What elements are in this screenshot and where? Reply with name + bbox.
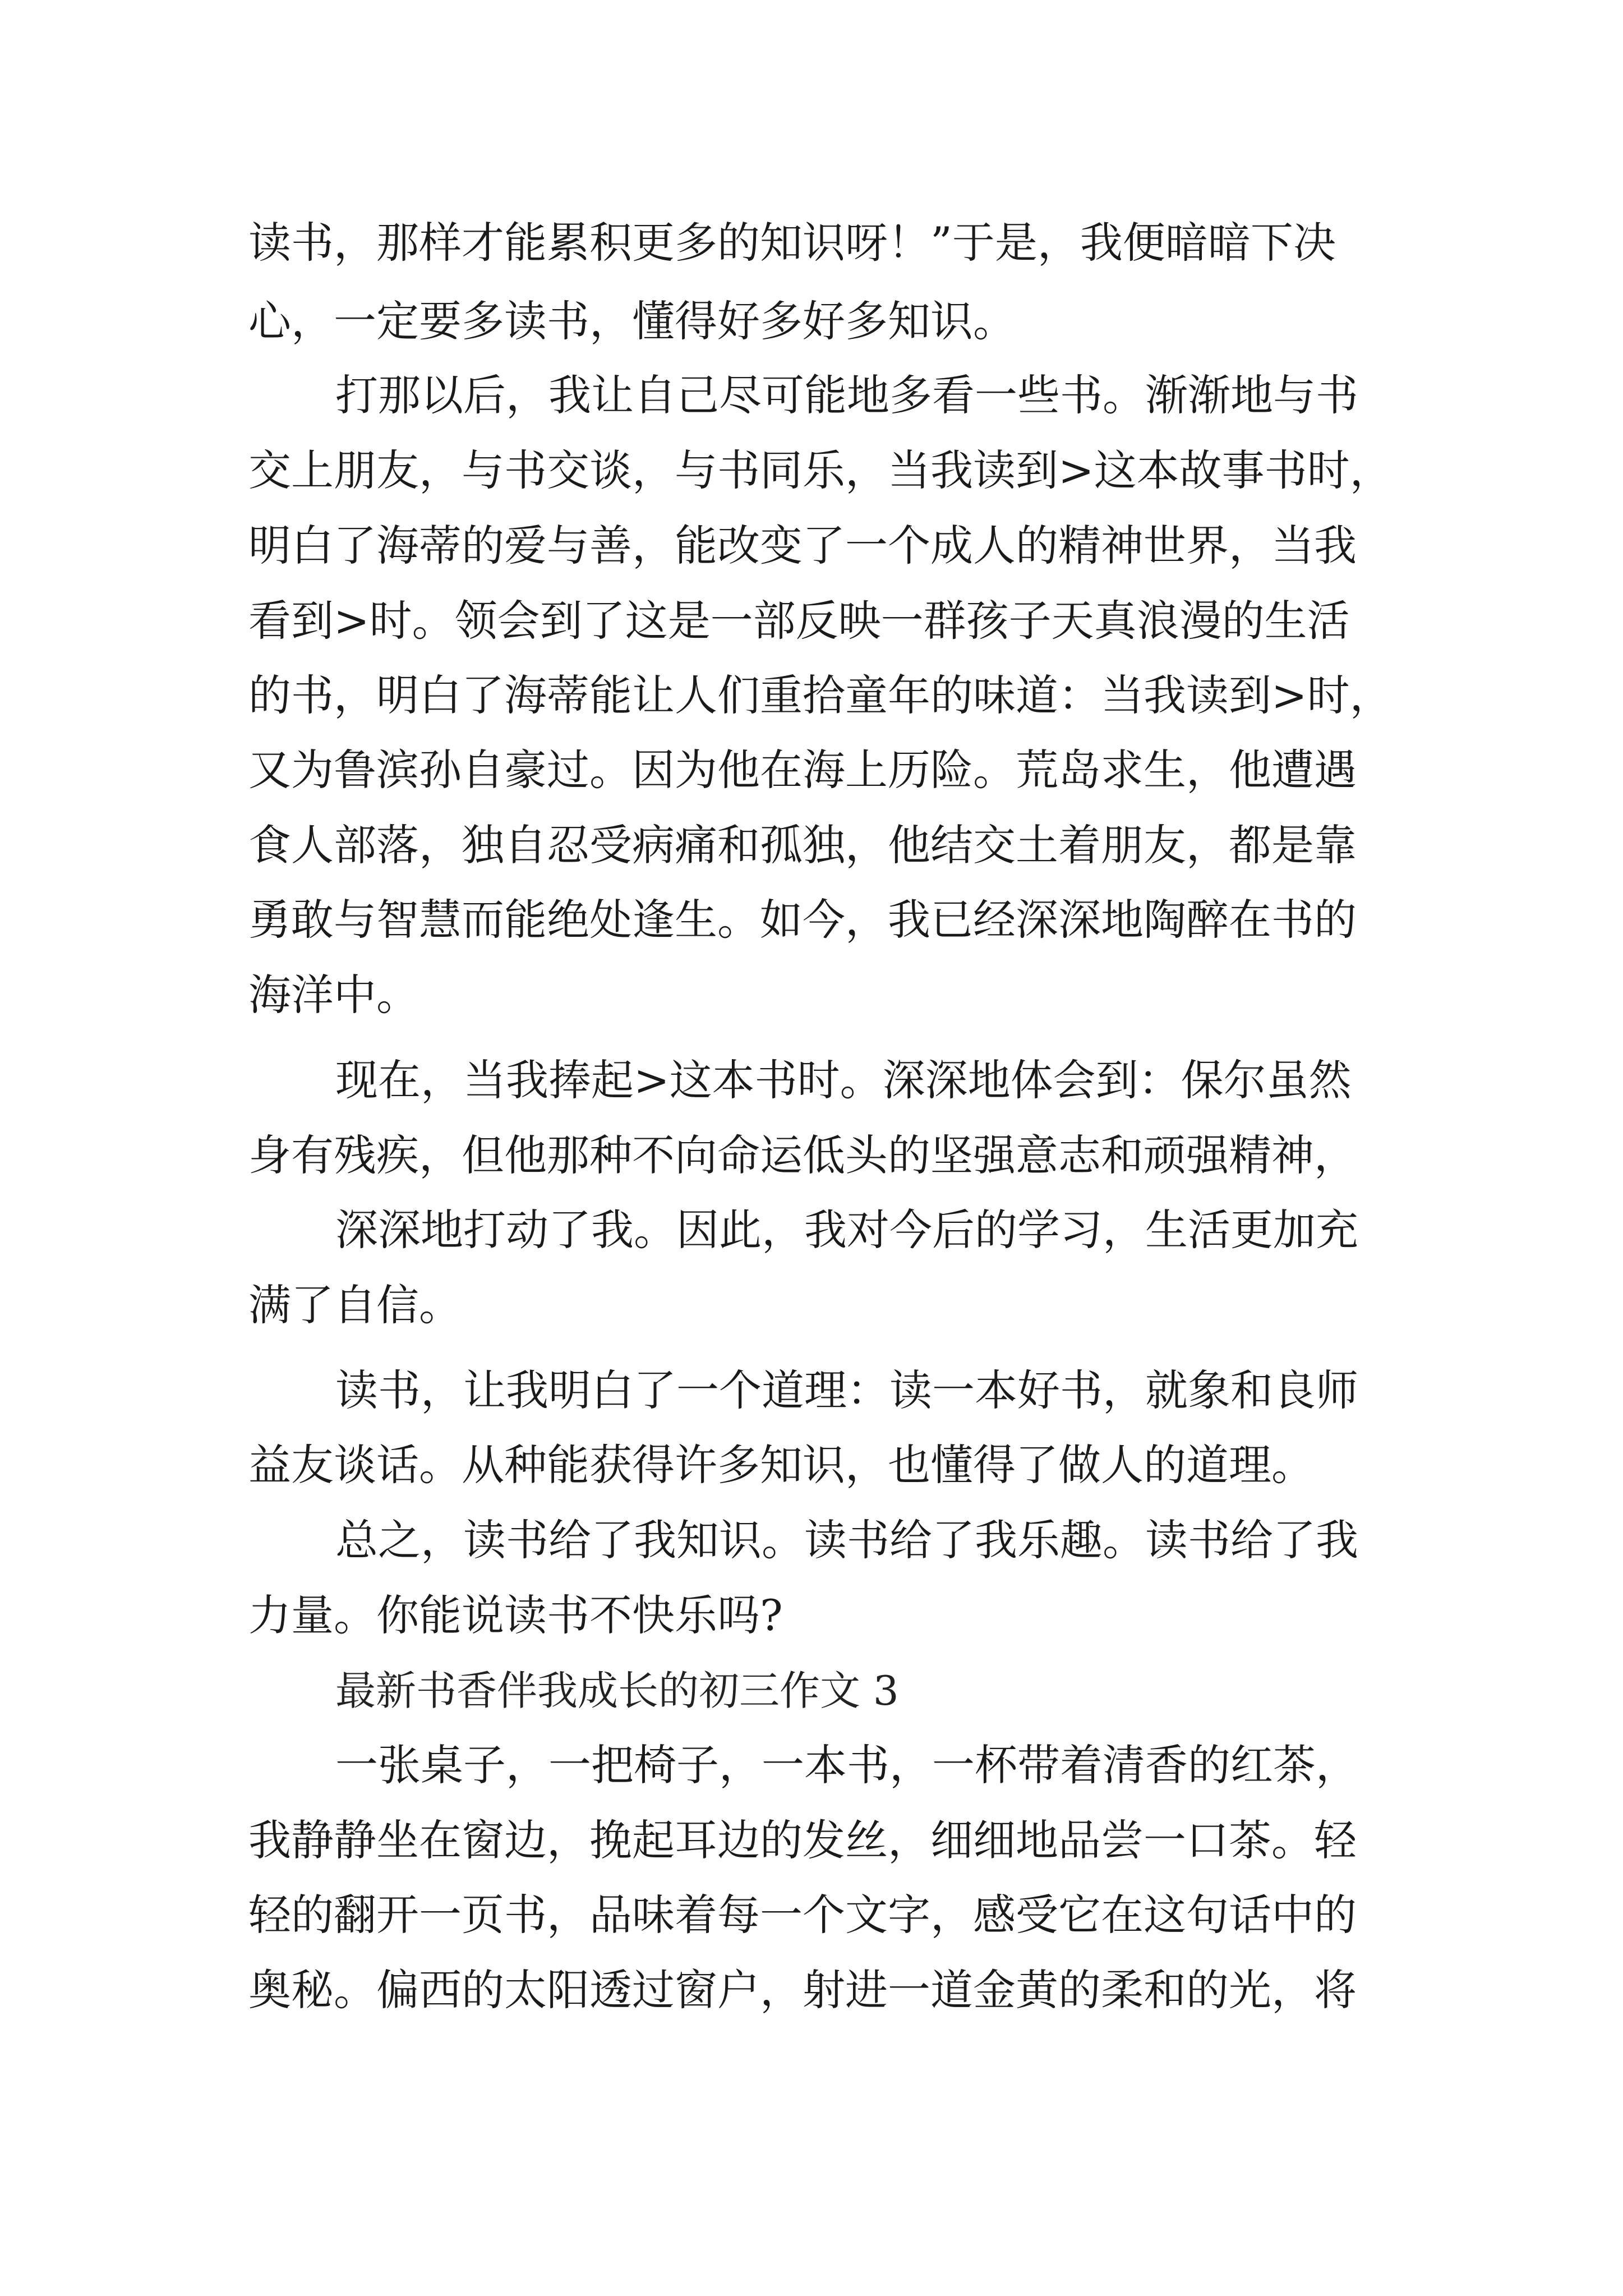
text-line: 心，一定要多读书，懂得好多好多知识。 [248, 296, 1016, 346]
text-line: 身有残疾，但他那种不向命运低头的坚强意志和顽强精神， [248, 1130, 1357, 1180]
text-line: 轻的翻开一页书，品味着每一个文字，感受它在这句话中的 [248, 1890, 1357, 1940]
text-line: 力量。你能说读书不快乐吗? [248, 1590, 783, 1640]
paragraph-first-line: 总之，读书给了我知识。读书给了我乐趣。读书给了我 [335, 1515, 1358, 1565]
text-line: 满了自信。 [248, 1280, 462, 1330]
text-line: 读书，那样才能累积更多的知识呀！”于是，我便暗暗下决 [248, 218, 1336, 268]
text-line: 勇敢与智慧而能绝处逢生。如今，我已经深深地陶醉在书的 [248, 895, 1357, 945]
text-line: 奥秘。偏西的太阳透过窗户，射进一道金黄的柔和的光，将 [248, 1965, 1357, 2015]
text-line: 的书，明白了海蒂能让人们重拾童年的味道：当我读到>时， [248, 670, 1393, 720]
paragraph-first-line: 现在，当我捧起>这本书时。深深地体会到：保尔虽然 [335, 1055, 1352, 1105]
text-line: 海洋中。 [248, 970, 419, 1020]
essay-title: 最新书香伴我成长的初三作文 3 [335, 1667, 899, 1714]
paragraph-first-line: 一张桌子，一把椅子，一本书，一杯带着清香的红茶， [335, 1740, 1358, 1790]
paragraph-first-line: 打那以后，我让自己尽可能地多看一些书。渐渐地与书 [335, 370, 1358, 420]
text-line: 又为鲁滨孙自豪过。因为他在海上历险。荒岛求生，他遭遇 [248, 745, 1357, 795]
text-line: 明白了海蒂的爱与善，能改变了一个成人的精神世界，当我 [248, 521, 1357, 570]
text-line: 交上朋友，与书交谈，与书同乐，当我读到>这本故事书时， [248, 445, 1393, 495]
text-line: 食人部落，独自忍受病痛和孤独，他结交土着朋友，都是靠 [248, 820, 1357, 870]
text-line: 看到>时。领会到了这是一部反映一群孩子天真浪漫的生活 [248, 596, 1350, 646]
paragraph-first-line: 读书，让我明白了一个道理：读一本好书，就象和良师 [335, 1365, 1358, 1415]
text-line: 益友谈话。从种能获得许多知识，也懂得了做人的道理。 [248, 1440, 1314, 1490]
paragraph-first-line: 深深地打动了我。因此，我对今后的学习，生活更加充 [335, 1205, 1358, 1255]
text-line: 我静静坐在窗边，挽起耳边的发丝，细细地品尝一口茶。轻 [248, 1815, 1357, 1865]
